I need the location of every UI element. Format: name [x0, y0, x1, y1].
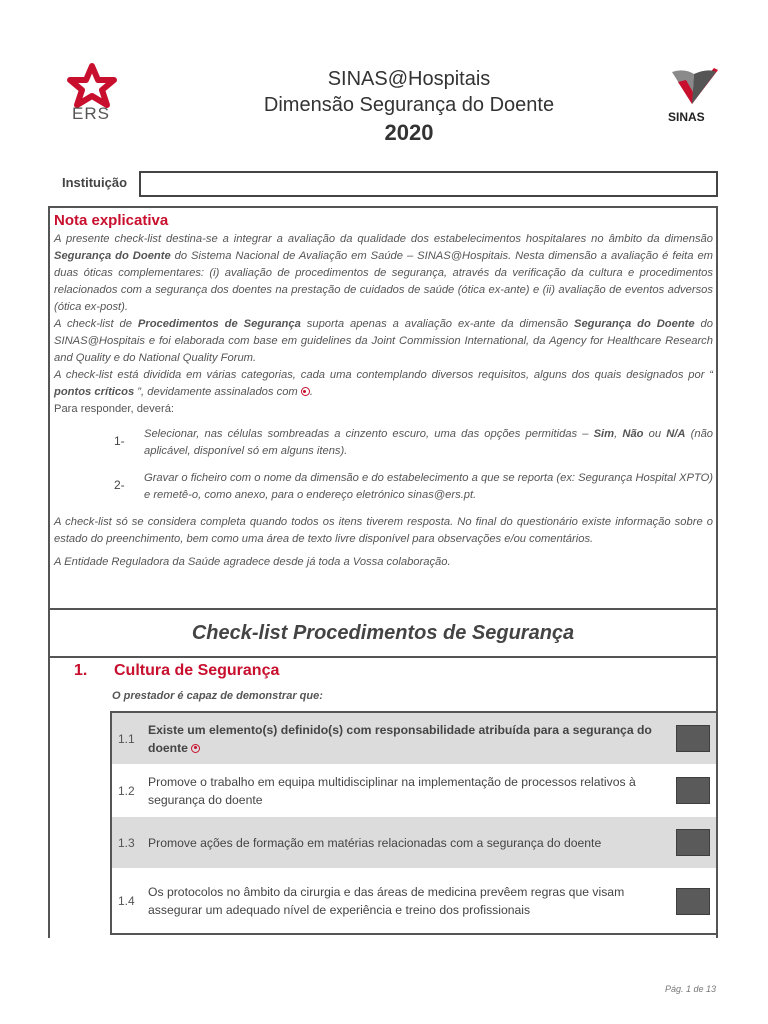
section-title: Cultura de Segurança	[114, 662, 280, 679]
title-line1: SINAS@Hospitais	[327, 68, 491, 90]
note-heading: Nota explicativa	[54, 212, 169, 229]
step-1-na: N/A	[666, 428, 686, 440]
note-paragraph-4: Para responder, deverá:	[54, 403, 175, 415]
note-p2-bold-2: Segurança do Doente	[573, 318, 695, 330]
requirement-number: 1.4	[118, 894, 135, 908]
note-p1-text-c: do Sistema Nacional de Avaliação em Saúde – SINAS@Hospitais. Nesta dimensão a avaliação é feita em duas óticas complementares: (i) avaliação de procedimentos de segurança, através da verificação da cultura e procedimentos relacionados com a segurança dos doentes na prestação de cuidados de saúde (ótica ex-ante) e (ii) avaliação de eventos adversos (ótica ex-post).	[54, 250, 713, 313]
note-p2-bold-1: Procedimentos de Segurança	[137, 318, 301, 330]
checklist-title: Check-list Procedimentos de Segurança	[48, 608, 718, 658]
note-p1-bold: Segurança do Doente	[54, 250, 171, 262]
answer-cell[interactable]	[676, 888, 710, 915]
requirement-text: Promove ações de formação em matérias relacionadas com a segurança do doente	[148, 835, 602, 850]
step-1-text-b: (não aplicável, disponível só em alguns itens).	[144, 428, 714, 457]
step-1-ou: ou	[643, 428, 667, 440]
instituicao-label: Instituição	[62, 175, 128, 190]
requirement-text-content: Existe um elemento(s) definido(s) com responsabilidade atribuída para a segurança do doente	[148, 722, 652, 755]
answer-cell[interactable]	[676, 725, 710, 752]
answer-cell[interactable]	[676, 829, 710, 856]
step-1-sim: Sim	[593, 428, 615, 440]
note-p3-text-a: A check-list está dividida em várias categorias, cada uma contemplando diversos requisitos, alguns dos quais designados por “	[54, 369, 713, 381]
step-1-text: Selecionar, nas células sombreadas a cinzento escuro, uma das opções permitidas – Sim, Não ou N/A (não aplicável, disponível só em alguns itens).	[144, 428, 714, 457]
ers-logo-text: ERS	[72, 104, 110, 123]
instruction-step-2	[114, 470, 713, 504]
step-1-text-a: Selecionar, nas células sombreadas a cinzento escuro, uma das opções permitidas –	[144, 428, 594, 440]
section-subtitle: O prestador é capaz de demonstrar que:	[112, 690, 323, 702]
sinas-check-icon	[664, 64, 720, 110]
note-paragraph-5: A check-list só se considera completa quando todos os itens tiverem resposta. No final do questionário existe informação sobre o estado do preenchimento, bem como uma área de texto livre disponível para observações e/ou comentários.	[54, 516, 713, 545]
requirement-row	[112, 713, 716, 765]
note-p2-text-a: A check-list de	[54, 318, 138, 330]
page-number: Pág. 1 de 13	[664, 984, 716, 994]
step-2-text: Gravar o ficheiro com o nome da dimensão e do estabelecimento a que se reporta (ex: Segurança Hospital XPTO) e remetê-o, como anexo, para o endereço eletrónico sinas@ers.pt.	[144, 472, 713, 501]
step-1-number: 1-	[114, 434, 125, 448]
requirement-number: 1.2	[118, 783, 135, 798]
note-p2-text-c: suporta apenas a avaliação ex-ante da dimensão	[300, 318, 574, 330]
requirement-row	[112, 817, 716, 869]
requirements-table	[110, 711, 718, 935]
note-p3-bold: pontos críticos	[54, 386, 135, 398]
critical-point-icon	[191, 744, 200, 753]
step-1-nao: Não	[622, 428, 644, 440]
requirement-text: Os protocolos no âmbito da cirurgia e das áreas de medicina prevêem regras que visam assegurar um adequado nível de experiência e treino dos profissionais	[148, 885, 625, 917]
section-cultura-seguranca	[48, 658, 718, 938]
note-paragraph-6: A Entidade Reguladora da Saúde agradece desde já toda a Vossa colaboração.	[54, 556, 451, 568]
note-paragraph-3: A check-list está dividida em várias categorias, cada uma contemplando diversos requisitos, alguns dos quais designados por “ pontos críticos ”, devidamente assinalados com .	[54, 369, 713, 398]
instruction-step-1	[114, 426, 713, 460]
section-number: 1.	[74, 662, 88, 679]
sinas-logo-text: SINAS	[668, 110, 705, 124]
note-p1-text-a: A presente check-list destina-se a integrar a avaliação da qualidade dos estabelecimentos hospitalares no âmbito da dimensão	[54, 233, 713, 245]
note-p3-text-c: ”, devidamente assinalados com	[134, 386, 301, 398]
instituicao-input[interactable]	[139, 171, 718, 197]
title-year: 2020	[384, 120, 434, 145]
note-p2-text-e: do SINAS@Hospitais e foi elaborada com base em guidelines da Joint Commission International, da Agency for Healthcare Research and Quality e do National Quality Forum.	[54, 318, 713, 364]
requirement-text: Promove o trabalho em equipa multidisciplinar na implementação de processos relativos à segurança do doente	[148, 774, 636, 807]
title-line2: Dimensão Segurança do Doente	[263, 94, 555, 116]
page-header	[0, 60, 768, 150]
requirement-text	[148, 721, 678, 757]
requirement-number: 1.3	[118, 835, 135, 850]
requirement-number: 1.1	[118, 731, 135, 746]
requirement-row	[112, 869, 716, 935]
step-2-number: 2-	[114, 478, 125, 492]
note-paragraph-2	[54, 316, 713, 367]
answer-cell[interactable]	[676, 777, 710, 804]
section-heading	[74, 662, 279, 680]
document-title	[0, 66, 768, 148]
note-paragraph-1	[54, 231, 713, 316]
critical-point-icon	[301, 387, 310, 396]
sinas-logo	[664, 64, 720, 124]
requirement-row	[112, 765, 716, 817]
explanatory-note	[48, 206, 718, 608]
